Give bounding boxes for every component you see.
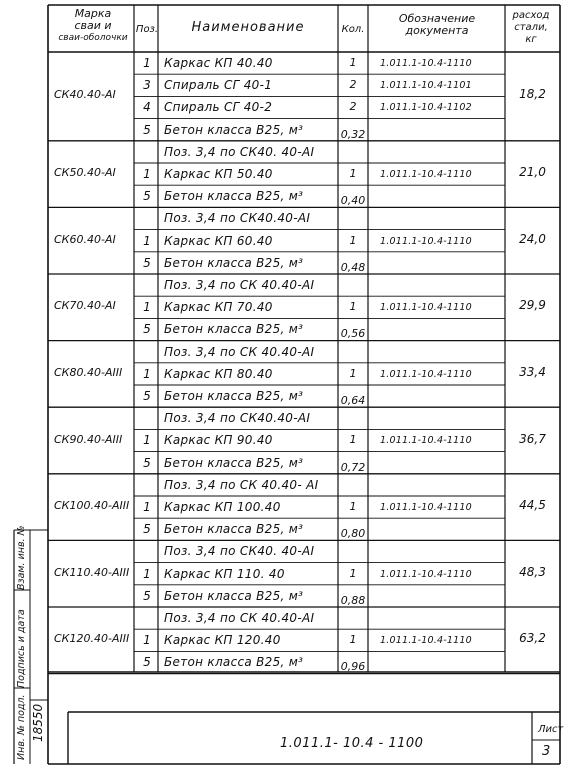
quantity: 0,48 xyxy=(340,260,366,274)
pile-mark: СК60.40-АI xyxy=(54,232,116,246)
quantity: 2 xyxy=(349,100,357,114)
steel-value: 33,4 xyxy=(519,364,546,379)
item-name: Спираль СГ 40-2 xyxy=(164,100,273,115)
document-code: 1.011.1-10.4-1110 xyxy=(380,169,472,180)
pile-mark: СК100.40-АIII xyxy=(54,499,130,513)
quantity: 0,64 xyxy=(340,394,366,407)
position-number: 1 xyxy=(143,366,151,381)
header-doc xyxy=(368,13,506,37)
document-code: 1.011.1-10.4-1101 xyxy=(380,80,472,92)
item-name: Каркас КП 80.40 xyxy=(164,366,273,381)
item-name: Бетон класса В25, м³ xyxy=(164,389,304,403)
quantity: 0,56 xyxy=(340,327,366,341)
position-number: 5 xyxy=(143,655,151,670)
item-name: Бетон класса В25, м³ xyxy=(164,588,304,603)
quantity: 1 xyxy=(349,433,357,447)
item-name: Бетон класса В25, м³ xyxy=(164,522,304,537)
quantity: 1 xyxy=(349,566,357,580)
item-name: Поз. 3,4 по СК 40.40-АI xyxy=(164,278,315,292)
item-name: Бетон класса В25, м³ xyxy=(164,455,304,470)
header-steel-line2: стали, xyxy=(514,22,548,33)
position-number: 5 xyxy=(143,322,151,337)
header-doc-line2: документа xyxy=(405,24,469,37)
item-name: Каркас КП 100.40 xyxy=(164,500,281,514)
position-number: 1 xyxy=(143,56,151,70)
document-code: 1.011.1-10.4-1110 xyxy=(380,502,472,513)
position-number: 5 xyxy=(143,189,151,204)
steel-value: 63,2 xyxy=(519,631,546,646)
position-number: 1 xyxy=(143,566,151,581)
item-name: Каркас КП 70.40 xyxy=(164,300,273,315)
steel-value: 48,3 xyxy=(519,564,546,579)
header-name: Наименование xyxy=(191,20,305,35)
item-name: Поз. 3,4 по СК40. 40-АI xyxy=(164,544,315,559)
item-name: Спираль СГ 40-1 xyxy=(164,78,273,93)
item-name: Поз. 3,4 по СК40.40-АI xyxy=(164,211,311,226)
item-name: Бетон класса В25, м³ xyxy=(164,322,304,337)
item-name: Поз. 3,4 по СК40.40-АI xyxy=(164,411,311,426)
item-name: Каркас КП 90.40 xyxy=(164,433,273,448)
item-name: Каркас КП 40.40 xyxy=(164,56,273,70)
position-number: 4 xyxy=(143,100,151,115)
footer-doc-code: 1.011.1- 10.4 - 1100 xyxy=(280,736,424,751)
document-code: 1.011.1-10.4-1110 xyxy=(380,235,472,247)
position-number: 1 xyxy=(143,633,151,648)
document-code: 1.011.1-10.4-1110 xyxy=(380,568,472,580)
item-name: Бетон класса В25, м³ xyxy=(164,655,304,670)
steel-value: 29,9 xyxy=(519,298,546,313)
quantity: 1 xyxy=(349,300,357,314)
pile-mark: СК40.40-АI xyxy=(54,88,116,102)
pile-mark: СК110.40-АIII xyxy=(54,565,130,579)
document-code: 1.011.1-10.4-1110 xyxy=(380,58,472,69)
item-name: Каркас КП 110. 40 xyxy=(164,566,285,581)
quantity: 1 xyxy=(349,56,357,69)
pile-mark: СК70.40-АI xyxy=(54,299,116,313)
position-number: 1 xyxy=(143,300,151,315)
steel-value: 21,0 xyxy=(519,165,546,180)
item-name: Каркас КП 120.40 xyxy=(164,633,281,648)
header-qty: Кол. xyxy=(341,24,365,35)
quantity: 1 xyxy=(349,366,357,380)
quantity: 1 xyxy=(349,500,357,513)
header-mark-line1: Марка xyxy=(74,7,112,20)
position-number: 1 xyxy=(143,167,151,181)
quantity: 1 xyxy=(349,233,357,247)
header-mark xyxy=(50,8,136,44)
quantity: 0,80 xyxy=(340,527,366,541)
header-steel-line3: кг xyxy=(525,34,537,45)
header-steel xyxy=(505,10,557,46)
document-code: 1.011.1-10.4-1110 xyxy=(380,368,472,380)
document-code: 1.011.1-10.4-1102 xyxy=(380,102,472,114)
steel-value: 18,2 xyxy=(519,87,546,102)
item-name: Бетон класса В25, м³ xyxy=(164,122,304,137)
steel-value: 24,0 xyxy=(519,231,546,246)
position-number: 3 xyxy=(143,78,151,93)
header-steel-line1: расход xyxy=(512,10,550,21)
steel-value: 44,5 xyxy=(519,498,546,513)
position-number: 5 xyxy=(143,455,151,470)
position-number: 5 xyxy=(143,522,151,537)
item-name: Бетон класса В25, м³ xyxy=(164,189,304,204)
quantity: 0,96 xyxy=(340,660,366,674)
item-name: Поз. 3,4 по СК 40.40-АI xyxy=(164,611,315,625)
position-number: 5 xyxy=(143,389,151,403)
item-name: Поз. 3,4 по СК 40.40-АI xyxy=(164,344,315,359)
item-name: Каркас КП 50.40 xyxy=(164,167,273,181)
item-name: Поз. 3,4 по СК40. 40-АI xyxy=(164,144,315,159)
margin-inv-number: 18550 xyxy=(31,703,45,742)
quantity: 1 xyxy=(349,167,357,180)
header-doc-line1: Обозначение xyxy=(398,12,476,25)
position-number: 5 xyxy=(143,255,151,270)
pile-mark: СК80.40-АIII xyxy=(54,365,123,379)
position-number: 1 xyxy=(143,433,151,448)
document-code: 1.011.1-10.4-1110 xyxy=(380,302,472,314)
quantity: 0,88 xyxy=(340,593,366,607)
document-code: 1.011.1-10.4-1110 xyxy=(380,635,472,647)
pile-mark: СК50.40-АI xyxy=(54,166,116,180)
document-code: 1.011.1-10.4-1110 xyxy=(380,435,472,447)
quantity: 0,72 xyxy=(340,460,366,474)
quantity: 1 xyxy=(349,633,357,647)
header-mark-line2: сваи и xyxy=(74,19,112,32)
quantity: 0,32 xyxy=(340,127,366,141)
position-number: 5 xyxy=(143,588,151,603)
item-name: Поз. 3,4 по СК 40.40- АI xyxy=(164,477,319,492)
quantity: 0,40 xyxy=(340,194,366,208)
margin-inv-orig: Инв. № подл. xyxy=(16,694,27,760)
margin-sign-date: Подпись и дата xyxy=(16,609,27,688)
pile-mark: СК120.40-АIII xyxy=(54,632,130,646)
footer-sheet-number: 3 xyxy=(542,744,551,759)
pile-mark: СК90.40-АIII xyxy=(54,432,123,446)
footer-sheet-label: Лист xyxy=(538,724,564,735)
header-pos: Поз. xyxy=(135,24,159,35)
position-number: 1 xyxy=(143,233,151,248)
steel-value: 36,7 xyxy=(519,431,546,446)
quantity: 2 xyxy=(349,78,357,92)
position-number: 5 xyxy=(143,122,151,137)
margin-replaced: Взам. инв. № xyxy=(16,525,27,590)
item-name: Бетон класса В25, м³ xyxy=(164,255,304,270)
header-mark-line3: сваи-оболочки xyxy=(58,33,128,43)
position-number: 1 xyxy=(143,500,151,514)
item-name: Каркас КП 60.40 xyxy=(164,233,273,248)
